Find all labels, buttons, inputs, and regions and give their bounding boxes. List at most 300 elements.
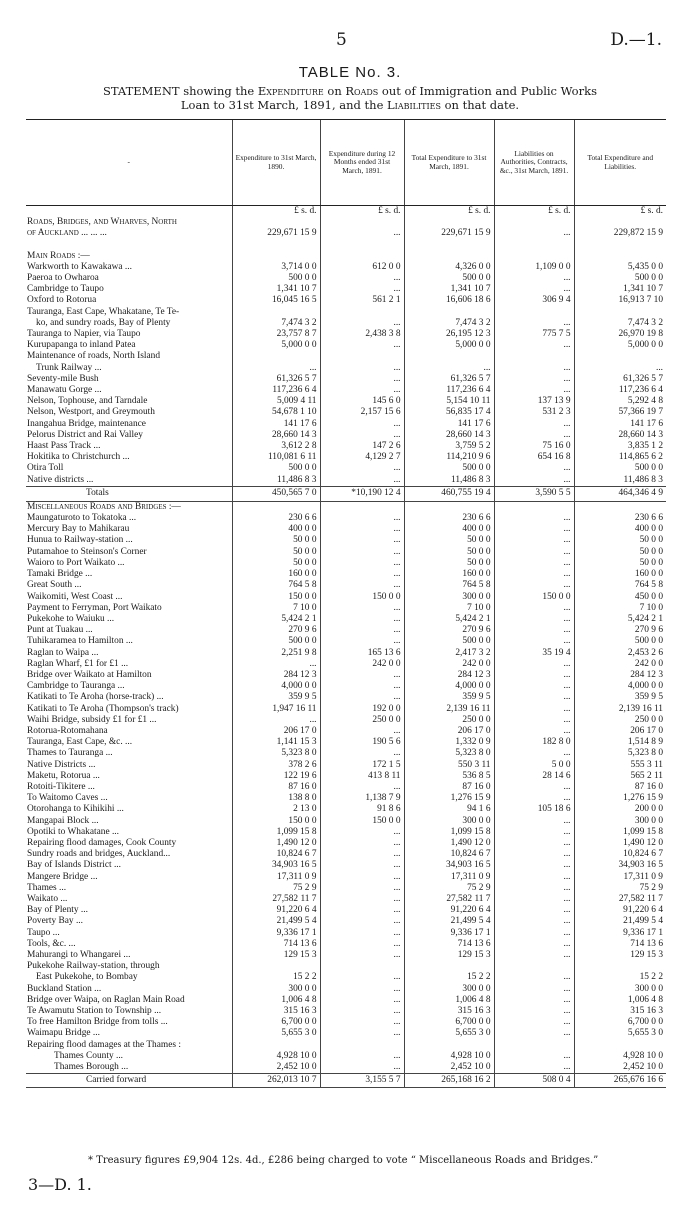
statement-text: on: [323, 84, 346, 98]
table-title: TABLE No. 3.: [298, 64, 402, 81]
amount-cell: ...: [494, 972, 574, 983]
amount-cell: 9,336 17 1: [404, 928, 494, 939]
amount-cell: 262,013 10 7: [232, 1074, 320, 1088]
footnote: * Treasury figures £9,904 12s. 4d., £286 being charged to vote “ Miscellaneous Roads and Bridges.”: [88, 1155, 599, 1166]
amount-cell: 34,903 16 5: [574, 860, 666, 871]
amount-cell: 300 0 0: [404, 984, 494, 995]
amount-cell: 1,276 15 9: [404, 793, 494, 804]
amount-cell: [574, 501, 666, 513]
totals-row: [26, 486, 666, 501]
carried-forward-row: [26, 1074, 666, 1088]
amount-cell: ...: [320, 363, 404, 374]
row-description: Thames to Tauranga ...: [27, 748, 113, 759]
amount-cell: ...: [320, 385, 404, 396]
amount-cell: ...: [494, 748, 574, 759]
amount-cell: [574, 1040, 666, 1051]
amount-cell: ...: [320, 726, 404, 737]
row-description: Tools, &c. ...: [27, 938, 76, 949]
statement-emphasis: Liabilities: [387, 98, 441, 112]
amount-cell: ...: [320, 950, 404, 961]
amount-cell: 172 1 5: [320, 760, 404, 771]
amount-cell: *10,190 12 4: [320, 486, 404, 501]
amount-cell: 229,872 15 9: [574, 228, 666, 239]
amount-cell: 4,928 10 0: [404, 1051, 494, 1062]
amount-cell: 145 6 0: [320, 396, 404, 407]
row-description: Seventy-mile Bush: [27, 373, 99, 384]
amount-cell: ...: [494, 659, 574, 670]
amount-cell: 500 0 0: [574, 273, 666, 284]
table-row: [26, 916, 666, 927]
amount-cell: ...: [494, 614, 574, 625]
amount-cell: ...: [494, 883, 574, 894]
table-row: [26, 816, 666, 827]
amount-cell: [574, 217, 666, 228]
amount-cell: 1,006 4 8: [404, 995, 494, 1006]
amount-cell: 3,590 5 5: [494, 486, 574, 501]
amount-cell: ...: [494, 363, 574, 374]
amount-cell: [232, 251, 320, 262]
amount-cell: 75 2 9: [574, 883, 666, 894]
amount-cell: ...: [494, 939, 574, 950]
amount-cell: ...: [494, 463, 574, 474]
row-description: Rotoiti-Tikitere ...: [27, 781, 95, 792]
table-row: [26, 1028, 666, 1039]
amount-cell: [232, 217, 320, 228]
amount-cell: 28,660 14 3: [404, 430, 494, 441]
amount-cell: 555 3 11: [574, 760, 666, 771]
amount-cell: 11,486 8 3: [574, 475, 666, 487]
amount-cell: ...: [320, 782, 404, 793]
amount-cell: ...: [320, 894, 404, 905]
amount-cell: 450,565 7 0: [232, 486, 320, 501]
column-header-5: Total Expenditure and Liabilities.: [574, 120, 666, 206]
row-description: [26, 206, 232, 218]
amount-cell: 359 9 5: [404, 692, 494, 703]
amount-cell: ...: [494, 419, 574, 430]
row-description: Bridge over Waikato at Hamilton: [27, 669, 152, 680]
statement-caption: [30, 84, 670, 112]
amount-cell: ...: [320, 1028, 404, 1039]
amount-cell: 91 8 6: [320, 804, 404, 815]
amount-cell: 230 6 6: [574, 513, 666, 524]
amount-cell: ...: [494, 636, 574, 647]
amount-cell: [574, 240, 666, 251]
amount-cell: 5,000 0 0: [232, 340, 320, 351]
amount-cell: 141 17 6: [232, 419, 320, 430]
amount-cell: [494, 240, 574, 251]
amount-cell: 150 0 0: [320, 816, 404, 827]
row-description: Thames ...: [27, 882, 67, 893]
amount-cell: ...: [494, 681, 574, 692]
amount-cell: 242 0 0: [574, 659, 666, 670]
amount-cell: 284 12 3: [232, 670, 320, 681]
statement-text: out of Immigration and Public Works: [378, 84, 597, 98]
amount-cell: 87 16 0: [574, 782, 666, 793]
amount-cell: [404, 240, 494, 251]
amount-cell: ...: [494, 625, 574, 636]
row-description: Inangahua Bridge, maintenance: [27, 418, 146, 429]
table-row: [26, 849, 666, 860]
amount-cell: 21,499 5 4: [232, 916, 320, 927]
table-row: [26, 883, 666, 894]
row-description: Rotorua-Rotomahana: [27, 725, 108, 736]
row-description: Punt at Tuakau ...: [27, 625, 93, 636]
amount-cell: 141 17 6: [404, 419, 494, 430]
amount-cell: 34,903 16 5: [232, 860, 320, 871]
amount-cell: 206 17 0: [574, 726, 666, 737]
column-header-3: Total Expenditure to 31st March, 1891.: [404, 120, 494, 206]
row-description: Nelson, Tophouse, and Tarndale: [27, 396, 148, 407]
amount-cell: 54,678 1 10: [232, 407, 320, 418]
amount-cell: 284 12 3: [574, 670, 666, 681]
table-row: [26, 463, 666, 474]
amount-cell: ...: [320, 625, 404, 636]
amount-cell: ...: [494, 1028, 574, 1039]
section-heading-row: [26, 228, 666, 239]
amount-cell: 500 0 0: [232, 463, 320, 474]
amount-cell: 6,700 0 0: [574, 1017, 666, 1028]
table-row: [26, 625, 666, 636]
table-row: [26, 206, 666, 218]
header-row: [26, 120, 666, 206]
amount-cell: 2,438 3 8: [320, 329, 404, 340]
amount-cell: 122 19 6: [232, 771, 320, 782]
amount-cell: 306 9 4: [494, 295, 574, 306]
row-description: Paeroa to Owharoa: [27, 273, 99, 284]
amount-cell: 500 0 0: [574, 463, 666, 474]
table-row: [26, 452, 666, 463]
amount-cell: 500 0 0: [232, 636, 320, 647]
amount-cell: 359 9 5: [232, 692, 320, 703]
row-description: Cambridge to Taupo: [27, 284, 104, 295]
amount-cell: ...: [320, 535, 404, 546]
amount-cell: 5,000 0 0: [404, 340, 494, 351]
amount-cell: 508 0 4: [494, 1074, 574, 1088]
amount-cell: 7,474 3 2: [574, 318, 666, 329]
amount-cell: ...: [494, 704, 574, 715]
row-description: Tamaki Bridge ...: [27, 569, 93, 580]
amount-cell: ...: [494, 535, 574, 546]
amount-cell: 1,099 15 8: [232, 827, 320, 838]
amount-cell: ...: [320, 995, 404, 1006]
table-row: [26, 984, 666, 995]
amount-cell: [574, 251, 666, 262]
amount-cell: 23,757 8 7: [232, 329, 320, 340]
row-description: Mahurangi to Whangarei ...: [27, 950, 131, 960]
amount-cell: 4,928 10 0: [574, 1051, 666, 1062]
amount-cell: 764 5 8: [232, 580, 320, 591]
amount-cell: 229,671 15 9: [232, 228, 320, 239]
row-description: Tuhikaramea to Hamilton ...: [27, 636, 133, 647]
row-description: Trunk Railway ...: [36, 362, 102, 373]
amount-cell: 50 0 0: [232, 558, 320, 569]
amount-cell: 6,700 0 0: [232, 1017, 320, 1028]
table-row: [26, 748, 666, 759]
amount-cell: 400 0 0: [404, 524, 494, 535]
amount-cell: 27,582 11 7: [404, 894, 494, 905]
table-row: [26, 558, 666, 569]
amount-cell: 550 3 11: [404, 760, 494, 771]
table-row: [26, 340, 666, 351]
amount-cell: 561 2 1: [320, 295, 404, 306]
row-description: Kurupapanga to inland Patea: [27, 340, 136, 351]
amount-cell: [494, 251, 574, 262]
amount-cell: ...: [494, 984, 574, 995]
amount-cell: ...: [320, 463, 404, 474]
amount-cell: [494, 1040, 574, 1051]
amount-cell: [320, 501, 404, 513]
amount-cell: ...: [494, 692, 574, 703]
row-description: Native Districts ...: [27, 759, 96, 770]
amount-cell: £ s. d.: [574, 206, 666, 218]
amount-cell: 9,336 17 1: [232, 928, 320, 939]
amount-cell: [494, 351, 574, 362]
amount-cell: ...: [494, 513, 574, 524]
amount-cell: ...: [320, 228, 404, 239]
row-description: Waikomiti, West Coast ...: [27, 591, 123, 602]
row-description: Poverty Bay ...: [27, 916, 83, 927]
amount-cell: 2 13 0: [232, 804, 320, 815]
amount-cell: 28,660 14 3: [574, 430, 666, 441]
table-row: [26, 804, 666, 815]
amount-cell: ...: [320, 318, 404, 329]
amount-cell: 4,326 0 0: [404, 262, 494, 273]
table-row: [26, 715, 666, 726]
amount-cell: ...: [320, 513, 404, 524]
amount-cell: 28,660 14 3: [232, 430, 320, 441]
table-row: [26, 726, 666, 737]
amount-cell: 91,220 6 4: [574, 905, 666, 916]
row-description: Main Roads :—: [27, 250, 90, 261]
amount-cell: [232, 307, 320, 318]
amount-cell: 315 16 3: [404, 1006, 494, 1017]
table-row: [26, 351, 666, 362]
amount-cell: 57,366 19 7: [574, 407, 666, 418]
amount-cell: 775 7 5: [494, 329, 574, 340]
table-row: [26, 972, 666, 983]
table-row: [26, 1017, 666, 1028]
amount-cell: ...: [494, 385, 574, 396]
amount-cell: 27,582 11 7: [232, 894, 320, 905]
row-description: Bridge over Waipa, on Raglan Main Road: [27, 994, 185, 1005]
amount-cell: 7,474 3 2: [232, 318, 320, 329]
amount-cell: 1,341 10 7: [232, 284, 320, 295]
table-row: [26, 950, 666, 961]
table-row: [26, 396, 666, 407]
amount-cell: ...: [494, 916, 574, 927]
amount-cell: 137 13 9: [494, 396, 574, 407]
table-row: [26, 329, 666, 340]
amount-cell: 192 0 0: [320, 704, 404, 715]
amount-cell: 2,417 3 2: [404, 648, 494, 659]
amount-cell: 147 2 6: [320, 441, 404, 452]
amount-cell: 87 16 0: [232, 782, 320, 793]
amount-cell: 50 0 0: [574, 535, 666, 546]
table-row: [26, 737, 666, 748]
amount-cell: 1,141 15 3: [232, 737, 320, 748]
amount-cell: 110,081 6 11: [232, 452, 320, 463]
amount-cell: 300 0 0: [404, 816, 494, 827]
amount-cell: 764 5 8: [404, 580, 494, 591]
amount-cell: 5,154 10 11: [404, 396, 494, 407]
amount-cell: 129 15 3: [574, 950, 666, 961]
amount-cell: 75 2 9: [404, 883, 494, 894]
amount-cell: 87 16 0: [404, 782, 494, 793]
amount-cell: [320, 217, 404, 228]
amount-cell: 17,311 0 9: [574, 872, 666, 883]
amount-cell: ...: [574, 363, 666, 374]
amount-cell: ...: [494, 340, 574, 351]
amount-cell: 2,251 9 8: [232, 648, 320, 659]
row-description: Great South ...: [27, 580, 82, 591]
amount-cell: 34,903 16 5: [404, 860, 494, 871]
amount-cell: 91,220 6 4: [232, 905, 320, 916]
amount-cell: ...: [320, 1017, 404, 1028]
amount-cell: 75 16 0: [494, 441, 574, 452]
amount-cell: 129 15 3: [232, 950, 320, 961]
amount-cell: 565 2 11: [574, 771, 666, 782]
amount-cell: 460,755 19 4: [404, 486, 494, 501]
row-description: Cambridge to Tauranga ...: [27, 681, 125, 692]
amount-cell: 265,676 16 6: [574, 1074, 666, 1088]
table-row: [26, 704, 666, 715]
table-row: [26, 385, 666, 396]
amount-cell: 7 10 0: [574, 603, 666, 614]
amount-cell: 16,606 18 6: [404, 295, 494, 306]
amount-cell: ...: [320, 475, 404, 487]
row-description: Bay of Plenty ...: [27, 905, 88, 916]
amount-cell: 5,000 0 0: [574, 340, 666, 351]
table-row: [26, 1006, 666, 1017]
amount-cell: 50 0 0: [404, 535, 494, 546]
amount-cell: [404, 1040, 494, 1051]
amount-cell: 300 0 0: [232, 984, 320, 995]
amount-cell: ...: [494, 860, 574, 871]
table-row: [26, 995, 666, 1006]
table-row: [26, 307, 666, 318]
amount-cell: 250 0 0: [404, 715, 494, 726]
amount-cell: ...: [320, 1062, 404, 1074]
page-number: 5: [336, 30, 347, 50]
row-description: To free Hamilton Bridge from tolls ...: [27, 1017, 168, 1028]
row-description: Taupo ...: [27, 927, 60, 938]
amount-cell: [574, 961, 666, 972]
amount-cell: 5,323 8 0: [574, 748, 666, 759]
amount-cell: 3,155 5 7: [320, 1074, 404, 1088]
amount-cell: ...: [494, 838, 574, 849]
section-heading-row: [26, 217, 666, 228]
amount-cell: ...: [320, 569, 404, 580]
amount-cell: ...: [494, 827, 574, 838]
amount-cell: 200 0 0: [574, 804, 666, 815]
table-row: [26, 961, 666, 972]
section-heading-row: [26, 251, 666, 262]
table-row: [26, 295, 666, 306]
statement-text: STATEMENT showing the: [103, 84, 258, 98]
amount-cell: 500 0 0: [232, 273, 320, 284]
amount-cell: 182 8 0: [494, 737, 574, 748]
amount-cell: 165 13 6: [320, 648, 404, 659]
amount-cell: 16,045 16 5: [232, 295, 320, 306]
amount-cell: 270 9 6: [574, 625, 666, 636]
amount-cell: 2,139 16 11: [574, 704, 666, 715]
row-description: Waimapu Bridge ...: [27, 1028, 100, 1039]
amount-cell: ...: [320, 558, 404, 569]
table-row: [26, 419, 666, 430]
amount-cell: [320, 251, 404, 262]
amount-cell: ...: [320, 419, 404, 430]
amount-cell: 105 18 6: [494, 804, 574, 815]
amount-cell: [494, 217, 574, 228]
table-row: [26, 430, 666, 441]
statement-emphasis: Roads: [345, 84, 379, 98]
amount-cell: [574, 307, 666, 318]
amount-cell: 129 15 3: [404, 950, 494, 961]
amount-cell: [494, 307, 574, 318]
table-row: [26, 860, 666, 871]
amount-cell: 378 2 6: [232, 760, 320, 771]
row-description: Warkworth to Kawakawa ...: [27, 261, 132, 272]
amount-cell: 56,835 17 4: [404, 407, 494, 418]
table-row: [26, 1040, 666, 1051]
amount-cell: [404, 961, 494, 972]
amount-cell: ...: [320, 916, 404, 927]
row-description: Totals: [26, 486, 232, 501]
amount-cell: 413 8 11: [320, 771, 404, 782]
amount-cell: 117,236 6 4: [574, 385, 666, 396]
amount-cell: ...: [494, 715, 574, 726]
row-description: Te Awamutu Station to Township ...: [27, 1006, 162, 1017]
table-row: [26, 939, 666, 950]
table-row: [26, 872, 666, 883]
amount-cell: [494, 501, 574, 513]
table-row: [26, 905, 666, 916]
table-row: [26, 363, 666, 374]
statement-emphasis: Expenditure: [257, 84, 324, 98]
table-row: [26, 407, 666, 418]
amount-cell: 16,913 7 10: [574, 295, 666, 306]
amount-cell: 5,323 8 0: [232, 748, 320, 759]
amount-cell: ...: [494, 726, 574, 737]
table-row: [26, 782, 666, 793]
amount-cell: ...: [494, 558, 574, 569]
amount-cell: [320, 1040, 404, 1051]
amount-cell: ...: [320, 524, 404, 535]
amount-cell: 2,452 10 0: [574, 1062, 666, 1074]
amount-cell: ...: [320, 972, 404, 983]
amount-cell: 27,582 11 7: [574, 894, 666, 905]
row-description: Pelorus District and Rai Valley: [27, 429, 143, 440]
amount-cell: 531 2 3: [494, 407, 574, 418]
amount-cell: 160 0 0: [232, 569, 320, 580]
table-row: [26, 475, 666, 487]
amount-cell: 270 9 6: [232, 625, 320, 636]
amount-cell: 300 0 0: [574, 816, 666, 827]
amount-cell: 1,514 8 9: [574, 737, 666, 748]
row-description: Otira Toll: [27, 463, 64, 474]
table-row: [26, 535, 666, 546]
column-header-2: Expenditure during 12 Months ended 31st March, 1891.: [320, 120, 404, 206]
amount-cell: 10,824 6 7: [574, 849, 666, 860]
sheet-signature: 3—D. 1.: [28, 1175, 92, 1194]
amount-cell: 1,341 10 7: [574, 284, 666, 295]
amount-cell: [574, 351, 666, 362]
amount-cell: 1,006 4 8: [232, 995, 320, 1006]
amount-cell: 17,311 0 9: [232, 872, 320, 883]
amount-cell: 50 0 0: [404, 547, 494, 558]
amount-cell: 1,099 15 8: [574, 827, 666, 838]
amount-cell: 1,341 10 7: [404, 284, 494, 295]
